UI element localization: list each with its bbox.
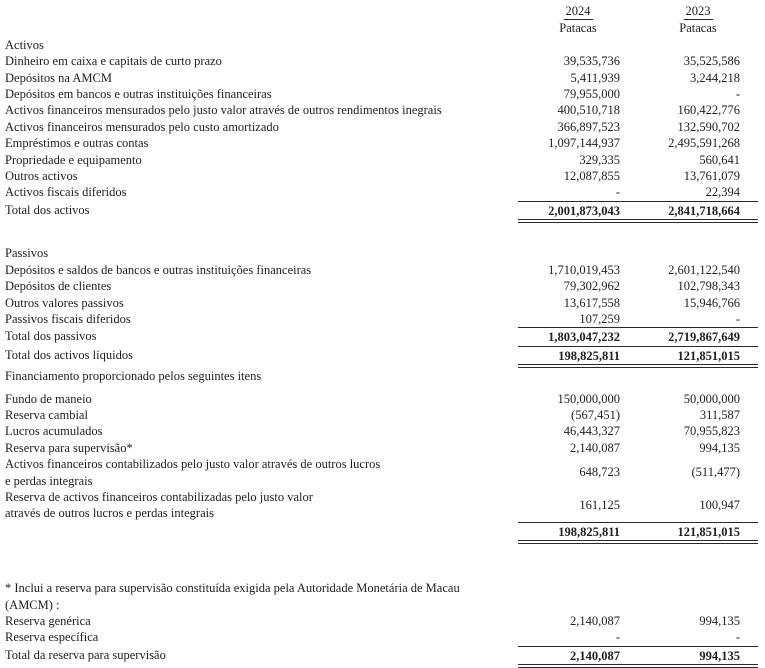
row-values (518, 86, 758, 102)
row-values (518, 184, 758, 201)
footnote-line2 (0, 597, 765, 613)
value-2023: 70,955,823 (683, 424, 740, 439)
value-2024: - (615, 185, 620, 200)
value-2023: 121,851,015 (677, 524, 740, 539)
value-2024: 1,710,019,453 (548, 262, 620, 277)
value-2023: 160,422,776 (677, 103, 740, 118)
table-row (0, 423, 765, 439)
header-spacer (0, 20, 518, 36)
row-label: Dinheiro em caixa e capitais de curto prazo (5, 54, 222, 69)
value-2023: - (735, 630, 740, 645)
value-2024: 161,125 (579, 498, 620, 513)
table-row (0, 168, 765, 184)
row-values (518, 347, 758, 368)
value-2024: 13,617,558 (563, 295, 620, 310)
row-label: Propriedade e equipamento (5, 152, 142, 167)
footnote-line1 (0, 580, 765, 596)
row-label: Lucros acumulados (5, 424, 103, 439)
liabilities-section-title (0, 245, 765, 261)
column-year-2023: 2023 (684, 3, 713, 20)
value-2023: 2,841,718,664 (668, 203, 740, 218)
row-label: Depósitos de clientes (5, 279, 112, 294)
row-label-line2: e perdas integrais (5, 473, 93, 488)
unit-label-2024: Patacas (559, 21, 597, 36)
value-2024: 400,510,718 (557, 103, 620, 118)
row-label: Passivos fiscais diferidos (5, 311, 131, 326)
table-row (0, 152, 765, 168)
value-2024: - (615, 630, 620, 645)
row-values (518, 629, 758, 646)
table-row (0, 262, 765, 278)
row-label: Depósitos na AMCM (5, 70, 112, 85)
value-2023: - (735, 87, 740, 102)
row-values (518, 135, 758, 151)
value-2024: 79,955,000 (563, 87, 620, 102)
value-2023: 994,135 (699, 614, 740, 628)
table-row (0, 311, 765, 328)
row-values (518, 497, 758, 513)
value-2024: 2,140,087 (570, 614, 620, 628)
row-values (518, 647, 758, 668)
row-values (518, 70, 758, 86)
unit-label-2023: Patacas (679, 21, 717, 36)
table-row (0, 391, 765, 407)
row-label-line1: Reserva de activos financeiros contabilizadas pelo justo valor (5, 489, 313, 504)
value-2023: 560,641 (699, 152, 740, 167)
row-values (518, 202, 758, 223)
value-2023: 50,000,000 (683, 391, 740, 406)
value-2023: 2,601,122,540 (668, 262, 740, 277)
value-2023: 311,587 (699, 407, 740, 422)
section-title: Financiamento proporcionado pelos seguintes itens (5, 369, 262, 384)
value-2024: 648,723 (579, 465, 620, 480)
table-row (0, 489, 765, 522)
value-2023: 3,244,218 (690, 70, 740, 85)
section-title: Activos (5, 37, 44, 52)
row-values (518, 423, 758, 439)
table-row (0, 102, 765, 118)
row-label: Reserva cambial (5, 407, 88, 422)
row-values (518, 53, 758, 69)
row-label: Empréstimos e outras contas (5, 136, 149, 151)
value-2023: (511,477) (691, 465, 740, 480)
value-2023: 994,135 (699, 440, 740, 455)
table-row (0, 184, 765, 201)
value-2023: 15,946,766 (683, 295, 740, 310)
value-2024: 107,259 (579, 311, 620, 326)
value-2023: 100,947 (699, 498, 740, 513)
row-label: Total dos passivos (5, 329, 97, 344)
assets-total-row (0, 202, 765, 223)
section-spacer (0, 223, 765, 245)
row-label: Depósitos e saldos de bancos e outras instituições financeiras (5, 262, 312, 277)
value-2024: 46,443,327 (563, 424, 620, 439)
assets-section-title (0, 37, 765, 53)
row-label-line1: Activos financeiros contabilizados pelo justo valor através de outros lucros (5, 457, 381, 472)
value-2024: (567,451) (571, 407, 620, 422)
row-label: Activos financeiros mensurados pelo justo valor através de outros rendimentos inegrais (5, 103, 442, 118)
table-row (0, 86, 765, 102)
row-values (518, 328, 758, 346)
header-year-cells (518, 3, 758, 20)
row-label: Fundo de maneio (5, 391, 92, 406)
table-row (0, 613, 765, 629)
liabilities-total-row (0, 328, 765, 346)
header-cell-2023 (638, 3, 758, 20)
row-label: Total da reserva para supervisão (5, 647, 166, 662)
value-2023: 2,719,867,649 (668, 330, 740, 345)
supervision-reserve-total-row (0, 647, 765, 668)
value-2023: - (735, 311, 740, 326)
value-2024: 2,140,087 (570, 648, 620, 663)
row-label-line2: através de outros lucros e perdas integrais (5, 506, 214, 521)
value-2023: 994,135 (699, 648, 740, 663)
row-label: Reserva para supervisão* (5, 440, 133, 455)
row-values (518, 440, 758, 456)
footnote-text: (AMCM) : (5, 597, 60, 612)
table-row (0, 278, 765, 294)
row-values (518, 152, 758, 168)
header-unit-cells (518, 20, 758, 36)
column-year-2024: 2024 (564, 3, 593, 20)
value-2023: 13,761,079 (683, 169, 740, 184)
value-2023: 2,495,591,268 (668, 136, 740, 151)
table-header-units (0, 20, 765, 36)
row-values (518, 522, 758, 544)
row-label (0, 489, 518, 522)
table-row (0, 119, 765, 135)
value-2023: 102,798,343 (677, 279, 740, 294)
financing-total-row (0, 522, 765, 544)
row-values (518, 464, 758, 480)
footnote-text: * Inclui a reserva para supervisão constituída exigida pela Autoridade Monetária de Macau (5, 581, 460, 596)
row-values (518, 391, 758, 407)
table-row (0, 629, 765, 646)
table-row (0, 456, 765, 489)
table-row (0, 407, 765, 423)
table-row (0, 295, 765, 311)
table-row (0, 70, 765, 86)
row-values (518, 311, 758, 328)
value-2024: 1,097,144,937 (548, 136, 620, 151)
row-values (518, 262, 758, 278)
value-2024: 2,001,873,043 (548, 203, 620, 218)
row-label: Reserva genérica (5, 614, 91, 628)
table-row (0, 53, 765, 69)
value-2024: 150,000,000 (557, 391, 620, 406)
row-values (518, 407, 758, 423)
row-values (518, 278, 758, 294)
row-label: Activos financeiros mensurados pelo custo amortizado (5, 119, 279, 134)
value-2023: 35,525,586 (683, 54, 740, 69)
header-spacer (0, 3, 518, 19)
row-label (0, 522, 518, 538)
row-values (518, 295, 758, 311)
value-2023: 121,851,015 (677, 348, 740, 363)
row-label: Total dos activos (5, 202, 90, 217)
row-label: Reserva específica (5, 630, 99, 645)
value-2023: 132,590,702 (677, 119, 740, 134)
header-cell-2024 (518, 3, 638, 20)
table-row (0, 440, 765, 456)
value-2024: 198,825,811 (558, 348, 620, 363)
value-2024: 198,825,811 (558, 524, 620, 539)
value-2024: 79,302,962 (563, 279, 620, 294)
value-2024: 12,087,855 (563, 169, 620, 184)
row-values (518, 102, 758, 118)
value-2023: 22,394 (705, 185, 740, 200)
row-values (518, 119, 758, 135)
value-2024: 366,897,523 (557, 119, 620, 134)
table-header-years (0, 3, 765, 20)
row-label: Activos fiscais diferidos (5, 185, 127, 200)
section-title: Passivos (5, 246, 49, 261)
row-label: Total dos activos líquidos (5, 347, 133, 362)
financing-section-title (0, 368, 765, 384)
value-2024: 39,535,736 (563, 54, 620, 69)
row-label: Depósitos em bancos e outras instituições financeiras (5, 87, 272, 102)
value-2024: 2,140,087 (570, 440, 620, 455)
table-row (0, 135, 765, 151)
row-values (518, 613, 758, 629)
net-assets-total-row (0, 347, 765, 368)
row-values (518, 168, 758, 184)
row-label: Outros activos (5, 169, 78, 184)
section-spacer (0, 544, 765, 580)
value-2024: 329,335 (579, 152, 620, 167)
value-2024: 1,803,047,232 (548, 330, 620, 345)
row-label (0, 456, 518, 489)
row-label: Outros valores passivos (5, 295, 124, 310)
value-2024: 5,411,939 (570, 70, 620, 85)
